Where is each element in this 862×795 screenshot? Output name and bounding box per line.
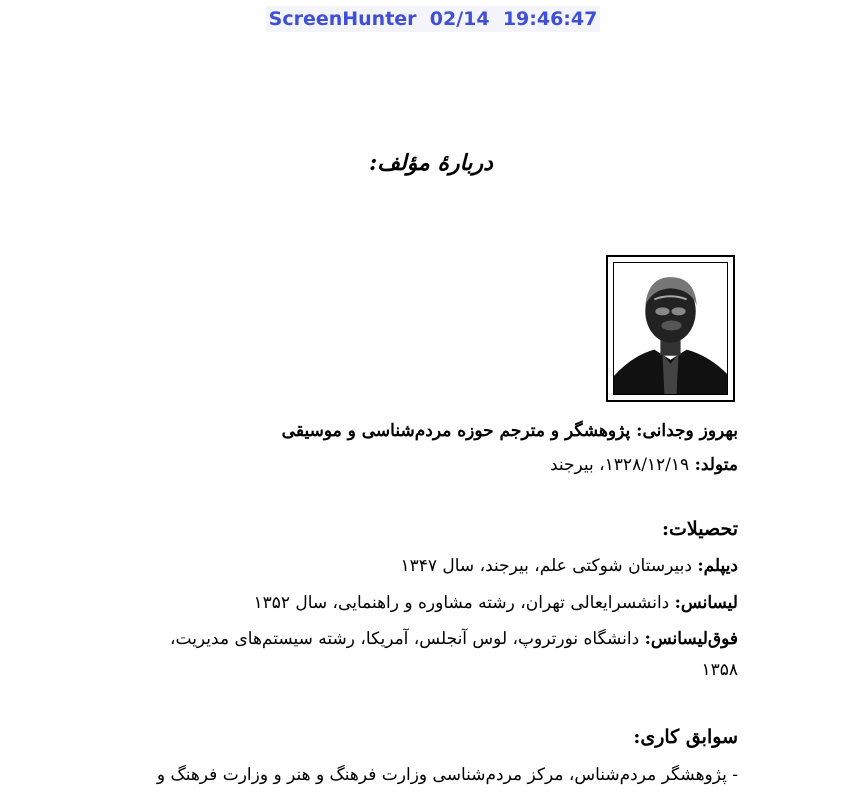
page-title: دربارهٔ مؤلف: xyxy=(369,150,493,176)
author-name-line: بهروز وجدانی: پژوهشگر و مترجم حوزه مردم‌شناسی و موسیقی xyxy=(281,421,738,441)
education-heading: تحصیلات: xyxy=(662,518,738,540)
author-photo-frame xyxy=(606,255,735,402)
education-item-value: دبیرستان شوکتی علم، بیرجند، سال ۱۳۴۷ xyxy=(400,556,692,576)
education-item-master xyxy=(170,626,738,652)
education-item-value: دانشگاه نورتروپ، لوس آنجلس، آمریکا، رشته سیستم‌های مدیریت، xyxy=(170,629,640,649)
education-item-master-year: ۱۳۵۸ xyxy=(701,660,738,680)
education-item-label: لیسانس: xyxy=(674,593,738,613)
work-first-line: - پژوهشگر مردم‌شناس، مرکز مردم‌شناسی وزارت فرهنگ و هنر و وزارت فرهنگ و xyxy=(156,765,738,785)
education-item-bachelor xyxy=(253,590,738,616)
born-line xyxy=(550,452,738,478)
education-item-label: فوق‌لیسانس: xyxy=(644,629,738,649)
born-label: متولد: xyxy=(694,455,738,475)
born-value: ۱۳۲۸/۱۲/۱۹، بیرجند xyxy=(549,455,690,475)
screenhunter-watermark: ScreenHunter 02/14 19:46:47 xyxy=(266,6,600,32)
education-item-label: دیپلم: xyxy=(697,556,738,576)
education-item-diploma xyxy=(400,553,738,579)
work-heading: سوابق کاری: xyxy=(633,726,738,748)
author-portrait-icon xyxy=(613,262,728,395)
education-item-value: دانشسرایعالی تهران، رشته مشاوره و راهنمایی، سال ۱۳۵۲ xyxy=(253,593,670,613)
